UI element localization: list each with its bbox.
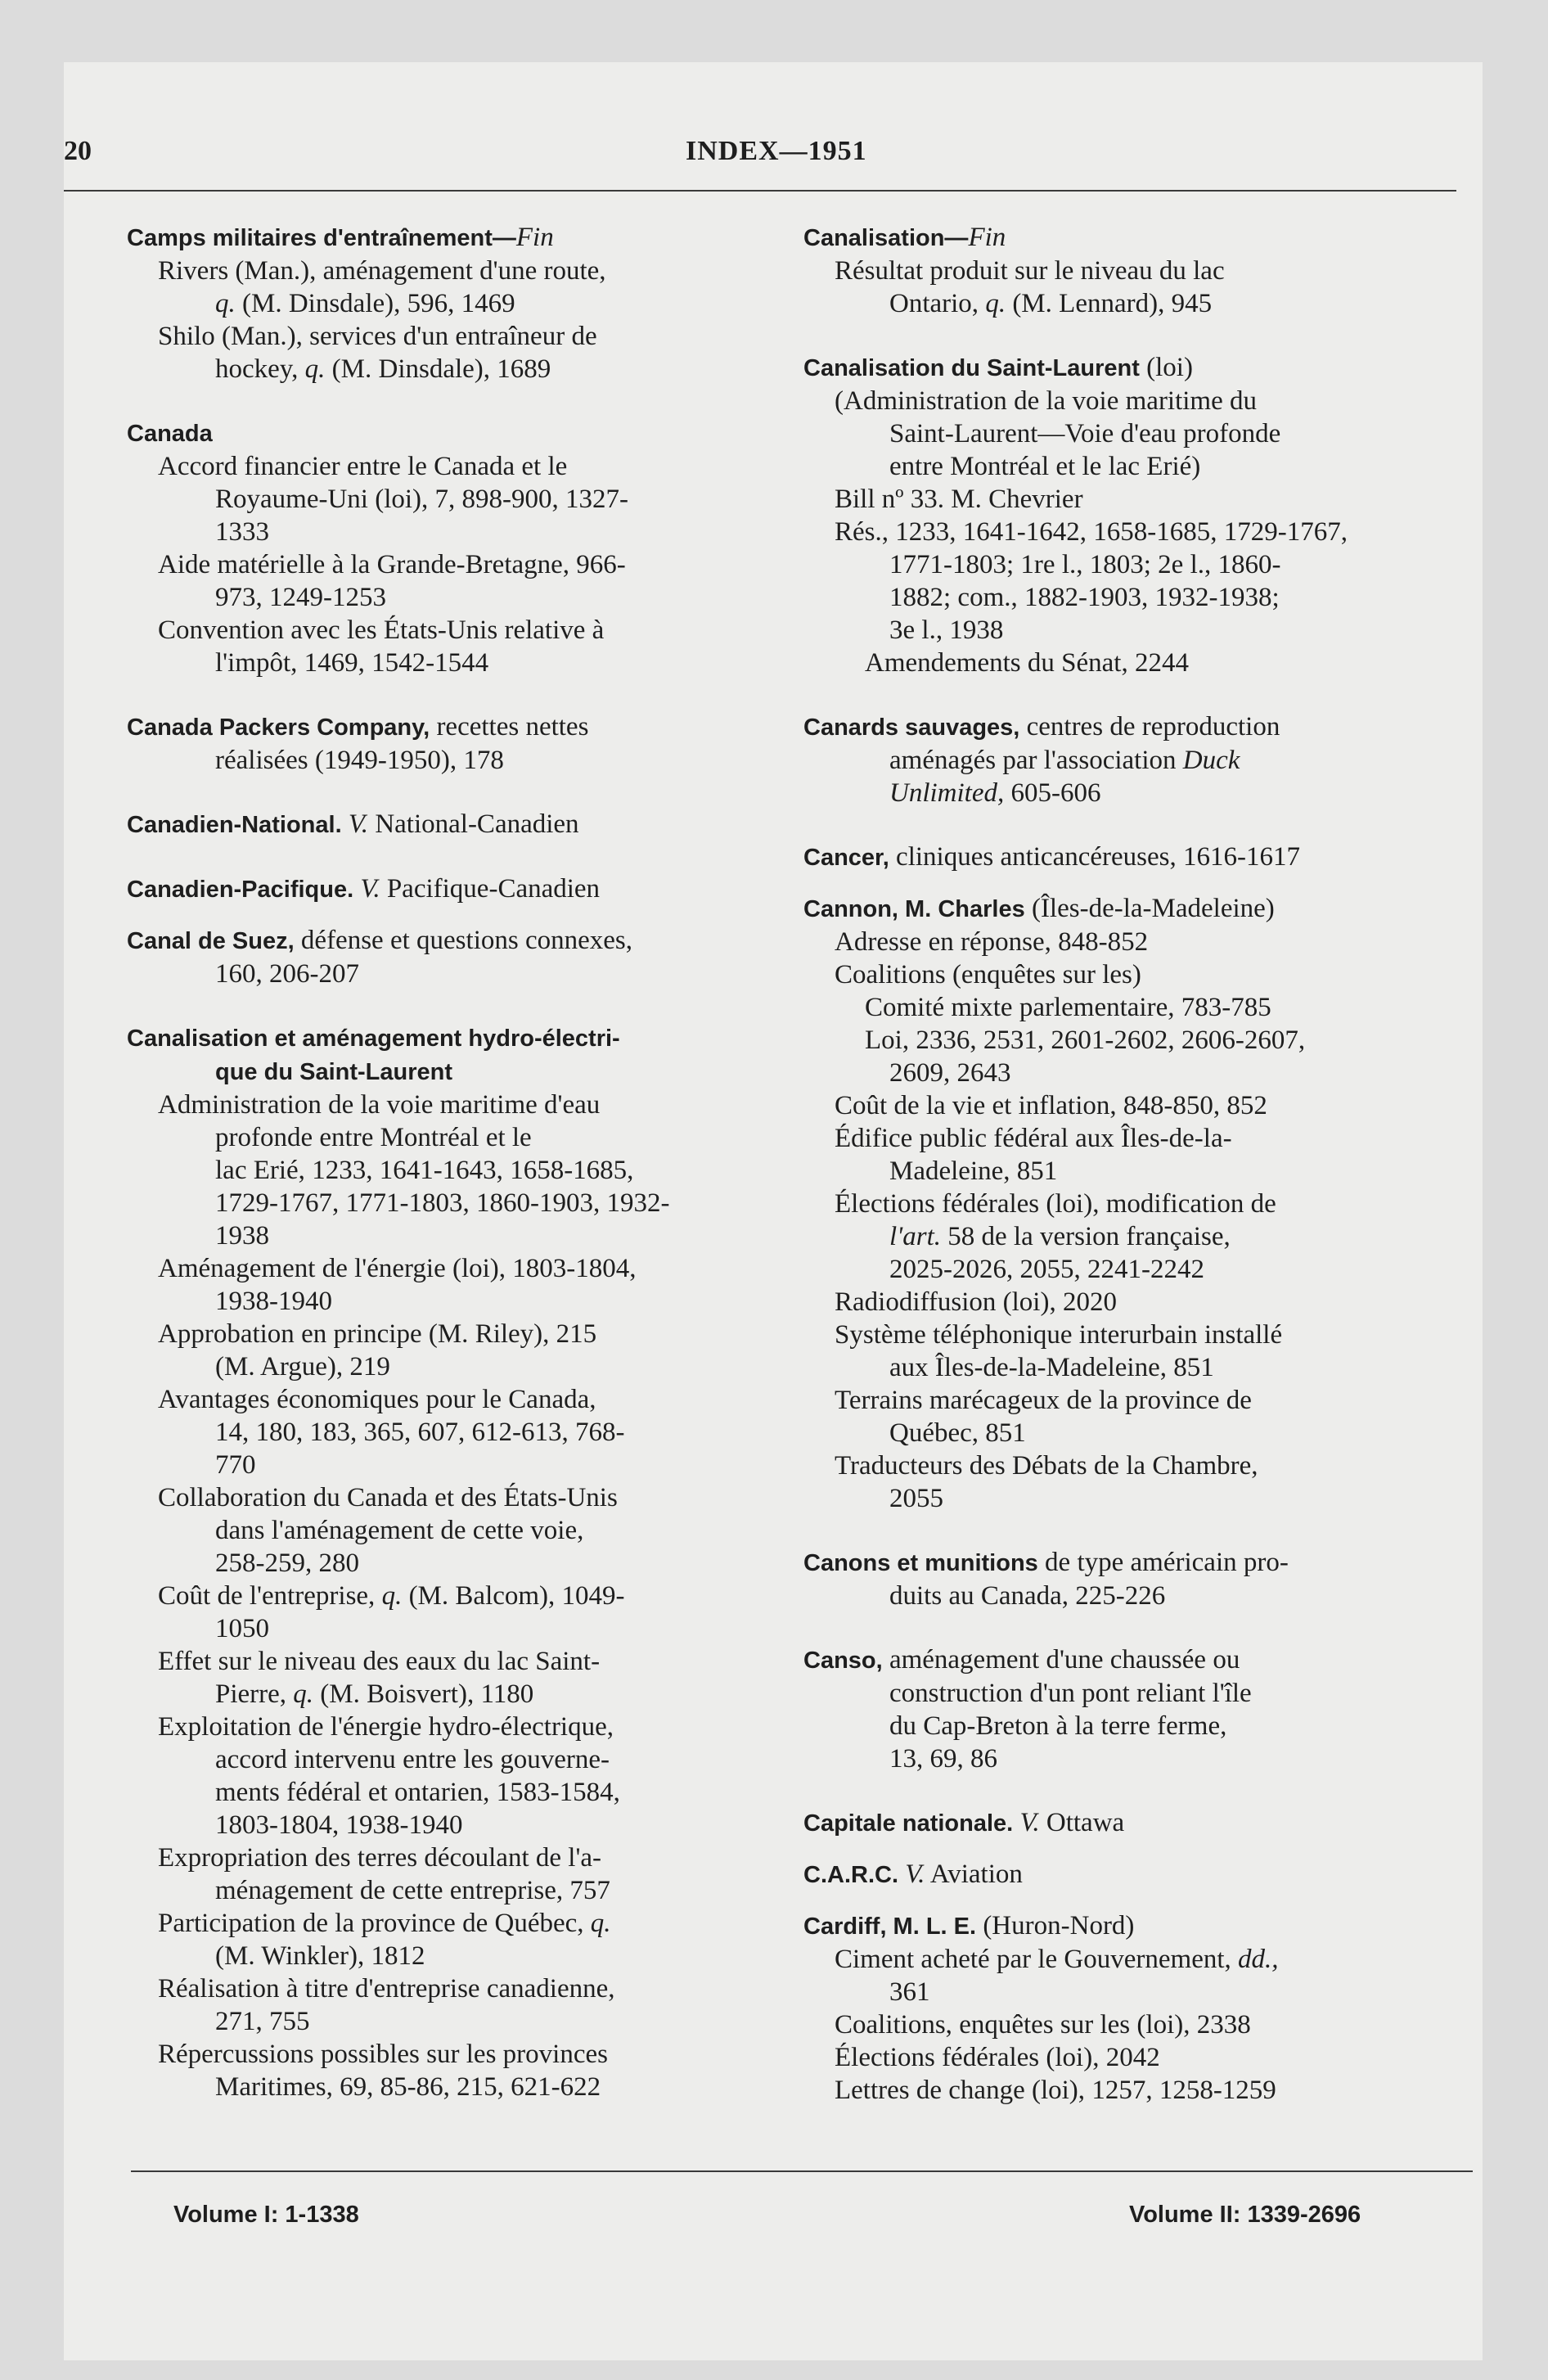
entry-gap: [127, 679, 790, 710]
index-continuation: accord intervenu entre les gouverne-: [215, 1745, 610, 1774]
index-continuation: 1333: [215, 517, 269, 547]
heading-term: Canada: [127, 421, 213, 447]
header-rule: [64, 190, 1456, 192]
entry-gap: [803, 679, 1474, 710]
index-continuation: 13, 69, 86: [889, 1744, 997, 1774]
index-continuation: 271, 755: [215, 2007, 310, 2036]
index-continuation: Unlimited, 605-606: [889, 778, 1101, 808]
index-subentry: Approbation en principe (M. Riley), 215: [158, 1319, 597, 1349]
index-continuation: 1050: [215, 1614, 269, 1643]
entry-gap: [803, 1891, 1474, 1909]
heading-text: (Huron-Nord): [983, 1911, 1135, 1941]
index-subentry: Participation de la province de Québec, q.: [158, 1909, 611, 1938]
index-heading: [127, 1021, 790, 1055]
index-subentry: Terrains marécageux de la province de: [835, 1386, 1252, 1415]
index-heading: [803, 710, 1474, 744]
index-continuation: Royaume-Uni (loi), 7, 898-900, 1327-: [215, 485, 629, 514]
index-continuation: 973, 1249-1253: [215, 583, 386, 612]
index-continuation: ménagement de cette entreprise, 757: [215, 1876, 610, 1905]
index-heading: [803, 892, 1474, 926]
index-heading: [127, 417, 790, 450]
index-continuation: aux Îles-de-la-Madeleine, 851: [889, 1353, 1214, 1382]
index-subentry: Exploitation de l'énergie hydro-électrique,: [158, 1712, 614, 1742]
index-continuation: ments fédéral et ontarien, 1583-1584,: [215, 1778, 620, 1807]
heading-text: V. Aviation: [905, 1859, 1023, 1889]
index-continuation: 2055: [889, 1484, 943, 1513]
index-continuation: (M. Argue), 219: [215, 1352, 390, 1382]
index-continuation: 3e l., 1938: [889, 615, 1004, 645]
index-subentry: Système téléphonique interurbain installé: [835, 1320, 1283, 1350]
index-heading: [127, 221, 790, 255]
index-subentry: (Administration de la voie maritime du: [835, 386, 1258, 416]
index-subentry: Ciment acheté par le Gouvernement, dd.,: [835, 1945, 1279, 1974]
heading-text: V. National-Canadien: [348, 809, 579, 839]
heading-text: (loi): [1146, 353, 1193, 382]
heading-term: Canada Packers Company,: [127, 714, 430, 741]
index-continuation: 160, 206-207: [215, 959, 359, 989]
heading-term: Capitale nationale.: [803, 1810, 1014, 1837]
index-continuation: 2609, 2643: [889, 1058, 1011, 1088]
index-continuation: profonde entre Montréal et le: [215, 1123, 532, 1152]
index-continuation: 14, 180, 183, 365, 607, 612-613, 768-: [215, 1418, 625, 1447]
index-subsubentry: Amendements du Sénat, 2244: [865, 648, 1189, 678]
entry-gap: [803, 1775, 1474, 1806]
index-subentry: Résultat produit sur le niveau du lac: [835, 256, 1225, 286]
heading-term: Camps militaires d'entraînement—: [127, 225, 516, 251]
index-heading: [127, 808, 790, 841]
index-subentry: Traducteurs des Débats de la Chambre,: [835, 1451, 1258, 1481]
heading-term: Canalisation du Saint-Laurent: [803, 355, 1140, 381]
heading-term: Canalisation—: [803, 225, 969, 251]
index-subentry: Aménagement de l'énergie (loi), 1803-1804,: [158, 1254, 637, 1283]
index-subentry: Élections fédérales (loi), 2042: [835, 2043, 1160, 2072]
index-subentry: Édifice public fédéral aux Îles-de-la-: [835, 1124, 1232, 1153]
entry-gap: [803, 1515, 1474, 1546]
index-continuation: 1729-1767, 1771-1803, 1860-1903, 1932-: [215, 1188, 670, 1218]
entry-gap: [127, 385, 790, 417]
entry-gap: [127, 777, 790, 808]
index-subentry: Accord financier entre le Canada et le: [158, 452, 568, 481]
index-continuation: lac Erié, 1233, 1641-1643, 1658-1685,: [215, 1156, 634, 1185]
index-continuation: 1771-1803; 1re l., 1803; 2e l., 1860-: [889, 550, 1281, 579]
index-heading: [803, 1643, 1474, 1677]
entry-gap: [803, 1840, 1474, 1858]
heading-suffix: Fin: [515, 223, 554, 252]
index-subentry: Coalitions (enquêtes sur les): [835, 960, 1141, 989]
footer-volume-2: Volume II: 1339-2696: [1129, 2202, 1361, 2228]
entry-gap: [127, 906, 790, 924]
heading-text: centres de reproduction: [1026, 712, 1280, 741]
heading-term: Canal de Suez,: [127, 928, 295, 954]
index-continuation: q. (M. Dinsdale), 596, 1469: [215, 289, 515, 318]
index-heading: [803, 1806, 1474, 1840]
index-subentry: Rivers (Man.), aménagement d'une route,: [158, 256, 606, 286]
index-subentry: Administration de la voie maritime d'eau: [158, 1090, 601, 1120]
index-continuation: 1803-1804, 1938-1940: [215, 1810, 463, 1840]
index-heading: [803, 841, 1474, 874]
index-continuation: du Cap-Breton à la terre ferme,: [889, 1711, 1227, 1741]
index-heading: [803, 351, 1474, 385]
index-subentry: Bill nº 33. M. Chevrier: [835, 485, 1083, 514]
index-subentry: Radiodiffusion (loi), 2020: [835, 1287, 1117, 1317]
heading-text: aménagement d'une chaussée ou: [889, 1645, 1240, 1675]
index-subentry: Coalitions, enquêtes sur les (loi), 2338: [835, 2010, 1251, 2040]
entry-gap: [803, 320, 1474, 351]
index-continuation: 1938: [215, 1221, 269, 1251]
index-subsubentry: Loi, 2336, 2531, 2601-2602, 2606-2607,: [865, 1025, 1306, 1055]
index-subentry: Collaboration du Canada et des États-Unis: [158, 1483, 618, 1512]
entry-gap: [803, 809, 1474, 841]
index-subentry: Élections fédérales (loi), modification de: [835, 1189, 1276, 1219]
index-continuation: réalisées (1949-1950), 178: [215, 746, 504, 775]
index-subentry: Avantages économiques pour le Canada,: [158, 1385, 596, 1414]
index-subsubentry: Comité mixte parlementaire, 783-785: [865, 993, 1271, 1022]
page-number: 20: [64, 136, 92, 166]
index-subentry: Coût de la vie et inflation, 848-850, 852: [835, 1091, 1267, 1120]
heading-suffix: Fin: [968, 223, 1006, 252]
index-subentry: Répercussions possibles sur les provinces: [158, 2040, 608, 2069]
index-heading: [803, 221, 1474, 255]
heading-text: cliniques anticancéreuses, 1616-1617: [896, 842, 1300, 872]
index-subentry: Convention avec les États-Unis relative à: [158, 615, 605, 645]
heading-term: C.A.R.C.: [803, 1862, 898, 1888]
heading-term: Canons et munitions: [803, 1550, 1038, 1576]
heading-term: Cannon, M. Charles: [803, 896, 1025, 922]
index-heading: [127, 924, 790, 958]
heading-term: que du Saint-Laurent: [215, 1059, 452, 1085]
index-heading: [803, 1858, 1474, 1891]
index-heading: [803, 1546, 1474, 1580]
index-continuation: dans l'aménagement de cette voie,: [215, 1516, 584, 1545]
heading-term: Canadien-Pacifique.: [127, 877, 354, 903]
index-subentry: Rés., 1233, 1641-1642, 1658-1685, 1729-1767,: [835, 517, 1348, 547]
index-heading: [127, 872, 790, 906]
heading-term: Cancer,: [803, 845, 889, 871]
index-continuation: 361: [889, 1977, 930, 2007]
heading-text: V. Pacifique-Canadien: [360, 874, 601, 904]
index-subentry: Effet sur le niveau des eaux du lac Saint-: [158, 1647, 601, 1676]
footer-rule: [131, 2170, 1473, 2172]
index-continuation: 258-259, 280: [215, 1548, 359, 1578]
page-title: INDEX—1951: [686, 136, 867, 166]
index-continuation: Québec, 851: [889, 1418, 1026, 1448]
index-continuation: l'art. 58 de la version française,: [889, 1222, 1231, 1251]
entry-gap: [127, 841, 790, 872]
index-continuation: 1938-1940: [215, 1287, 332, 1316]
index-continuation: hockey, q. (M. Dinsdale), 1689: [215, 354, 551, 384]
index-subentry: Réalisation à titre d'entreprise canadienne,: [158, 1974, 615, 2004]
index-column-right: [803, 221, 1474, 2107]
heading-term: Canards sauvages,: [803, 714, 1020, 741]
index-continuation: 770: [215, 1450, 256, 1480]
index-subentry: Adresse en réponse, 848-852: [835, 927, 1149, 957]
heading-text: recettes nettes: [436, 712, 589, 741]
index-subentry: Aide matérielle à la Grande-Bretagne, 966-: [158, 550, 626, 579]
index-continuation: l'impôt, 1469, 1542-1544: [215, 648, 489, 678]
index-subentry: Expropriation des terres découlant de l'a-: [158, 1843, 602, 1873]
index-continuation: Saint-Laurent—Voie d'eau profonde: [889, 419, 1281, 449]
index-column-left: [127, 221, 790, 2103]
index-heading: [127, 710, 790, 744]
index-heading: [803, 1909, 1474, 1943]
index-continuation: aménagés par l'association Duck: [889, 746, 1240, 775]
index-continuation: construction d'un pont reliant l'île: [889, 1679, 1252, 1708]
entry-gap: [803, 874, 1474, 892]
index-continuation: (M. Winkler), 1812: [215, 1941, 425, 1971]
index-continuation: 1882; com., 1882-1903, 1932-1938;: [889, 583, 1280, 612]
entry-gap: [803, 1612, 1474, 1643]
heading-text: V. Ottawa: [1019, 1808, 1125, 1837]
index-heading: [127, 1055, 790, 1089]
index-continuation: Madeleine, 851: [889, 1156, 1058, 1186]
index-continuation: Ontario, q. (M. Lennard), 945: [889, 289, 1213, 318]
index-continuation: Pierre, q. (M. Boisvert), 1180: [215, 1679, 534, 1709]
index-subentry: Lettres de change (loi), 1257, 1258-1259: [835, 2076, 1276, 2105]
page-header: [64, 97, 1414, 166]
heading-term: Canadien-National.: [127, 812, 342, 838]
heading-term: Cardiff, M. L. E.: [803, 1913, 977, 1940]
heading-term: Canso,: [803, 1648, 883, 1674]
heading-text: défense et questions connexes,: [300, 926, 632, 955]
heading-text: de type américain pro-: [1045, 1548, 1289, 1577]
index-continuation: Maritimes, 69, 85-86, 215, 621-622: [215, 2072, 601, 2102]
heading-term: Canalisation et aménagement hydro-électri-: [127, 1025, 620, 1052]
entry-gap: [127, 990, 790, 1021]
heading-text: (Îles-de-la-Madeleine): [1031, 894, 1275, 923]
index-continuation: 2025-2026, 2055, 2241-2242: [889, 1255, 1204, 1284]
index-subentry: Coût de l'entreprise, q. (M. Balcom), 1049-: [158, 1581, 625, 1611]
index-continuation: entre Montréal et le lac Erié): [889, 452, 1201, 481]
index-continuation: duits au Canada, 225-226: [889, 1581, 1166, 1611]
index-subentry: Shilo (Man.), services d'un entraîneur de: [158, 322, 597, 351]
footer-volume-1: Volume I: 1-1338: [173, 2202, 359, 2228]
